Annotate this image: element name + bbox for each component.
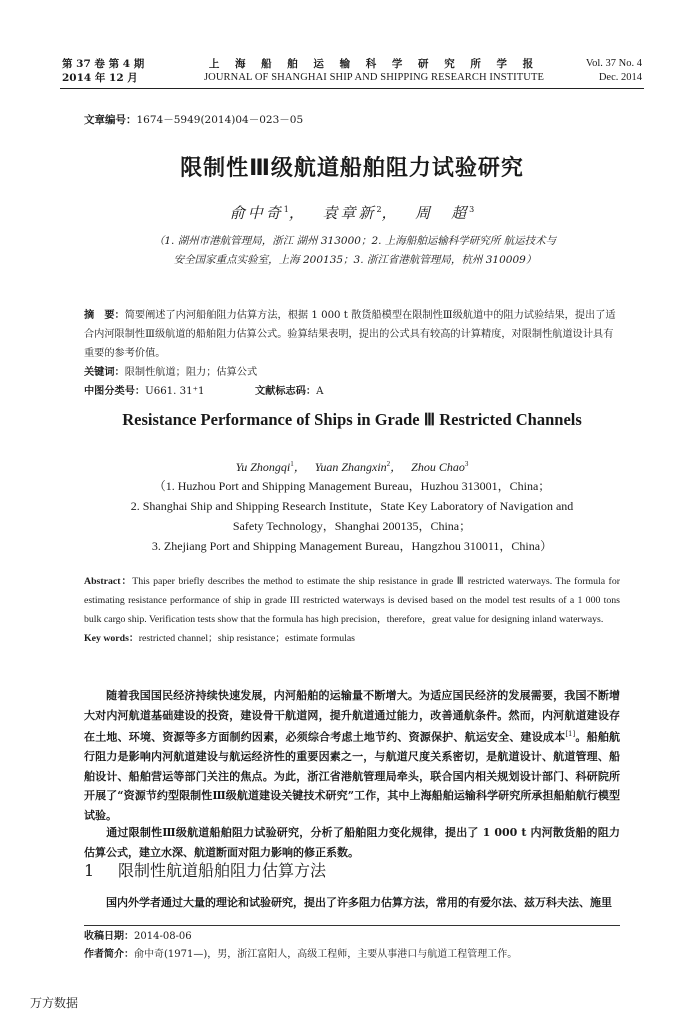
- keywords-en: [84, 629, 620, 648]
- author-name-en: Zhou Chao: [411, 460, 465, 474]
- keywords-en-text: restricted channel；ship resistance；estimate formulas: [138, 633, 355, 644]
- footnote-author-bio: [84, 947, 620, 963]
- keywords-en-label: Key words：: [84, 633, 139, 644]
- footnote-received: [84, 929, 620, 945]
- affiliation-line-cn: 安全国家重点实验室，上海 200135；3. 浙江省港航管理局，杭州 310009）: [173, 254, 537, 266]
- author-affil-mark: 3: [469, 205, 475, 214]
- doc-code-label: 文献标志码：: [254, 385, 317, 397]
- author-affil-mark: 3: [464, 460, 469, 468]
- article-number-label: 文章编号：: [84, 114, 137, 126]
- keywords-cn-label: 关键词：: [84, 366, 125, 378]
- affiliation-line-en: Safety Technology，Shanghai 200135，China；: [232, 519, 472, 533]
- section-number: 1: [84, 861, 95, 880]
- body-paragraph-1: [84, 686, 620, 825]
- article-number-value: 1674－5949(2014)04－023－05: [136, 114, 304, 126]
- affiliation-line-en: （1. Huzhou Port and Shipping Management Bureau，Huzhou 313001，China；: [153, 479, 551, 493]
- abstract-en-paragraph: [84, 572, 620, 629]
- header-volume-cn: [62, 57, 144, 85]
- section-title: 限制性航道船舶阻力估算方法: [118, 861, 327, 880]
- body-text: 国内外学者通过大量的理论和试验研究，提出了许多阻力估算方法，常用的有爱尔法、兹万科夫法、施里: [106, 896, 612, 909]
- author-affil-mark: 2: [386, 460, 391, 468]
- received-label: 收稿日期：: [84, 931, 134, 942]
- keywords-cn-text: 限制性航道；阻力；估算公式: [124, 367, 258, 378]
- author-separator: ，: [288, 204, 307, 222]
- author-name: 袁章新: [322, 204, 377, 222]
- author-affil-mark: 1: [290, 460, 294, 468]
- author-separator: ，: [390, 460, 403, 474]
- body-text: 。船舶航行阻力是影响内河航道建设与航运经济性的重要因素之一，与航道尺度关系密切，是航道设计、航道管理、船舶设计、船舶营运等部门关注的焦点。为此，浙江省港航管理局牵头，联合国内相关规划设计部门、科研院所开展了“资源节约型限制性Ⅲ级航道建设关键技术研究”工作，其中上海船舶运输科学研究所承担船舶航行模型试验。: [84, 730, 621, 822]
- abstract-en-label: Abstract：: [84, 576, 133, 587]
- header-volume-issue: 第 37 卷 第 4 期: [62, 58, 145, 70]
- journal-name-cn: 上 海 船 舶 运 输 科 学 研 究 所 学 报: [208, 58, 540, 70]
- received-date: 2014-08-06: [134, 931, 192, 942]
- paper-title-en: Resistance Performance of Ships in Grade Ⅲ Restricted Channels: [122, 410, 582, 429]
- author-list-cn: [60, 202, 644, 223]
- footnote-rule: [84, 925, 620, 926]
- affiliation-line-en: 3. Zhejiang Port and Shipping Management Bureau，Hangzhou 310011，China）: [151, 539, 553, 553]
- author-list-en: [60, 458, 644, 475]
- keywords-cn: [84, 363, 620, 382]
- author-affil-mark: 1: [283, 205, 289, 214]
- abstract-cn: [84, 306, 620, 401]
- abstract-cn-paragraph: [84, 306, 620, 363]
- header-journal: [182, 57, 566, 85]
- body-paragraph-3: [84, 893, 620, 913]
- author-name: 俞中奇: [229, 204, 284, 222]
- header-date-en: Dec. 2014: [598, 72, 642, 83]
- body-text: 随着我国国民经济持续快速发展，内河船舶的运输量不断增大。为适应国民经济的发展需要，我国不断增大对内河航道基础建设的投资，建设骨干航道网，提升航道通过能力，改善通航条件。然而，内河航道建设存在土地、环境、资源等多方面制约因素，必须综合考虑土地节约、资源保护、航运安全、建设成本: [84, 689, 620, 744]
- source-watermark: 万方数据: [30, 996, 79, 1010]
- journal-name-en: JOURNAL OF SHANGHAI SHIP AND SHIPPING RESEARCH INSTITUTE: [204, 72, 544, 83]
- abstract-cn-label: 摘 要：: [84, 309, 125, 321]
- section-heading: [84, 858, 326, 881]
- author-separator: ，: [293, 460, 306, 474]
- header-volume-issue-en: Vol. 37 No. 4: [585, 58, 642, 69]
- affiliation-line-en: 2. Shanghai Ship and Shipping Research Institute，State Key Laboratory of Navigation and: [130, 499, 574, 513]
- author-separator: ，: [381, 204, 400, 222]
- clc-label: 中图分类号：: [84, 385, 146, 397]
- abstract-cn-text: 简要阐述了内河船舶阻力估算方法，根据 1 000 t 散货船模型在限制性Ⅲ级航道中的阻力试验结果，提出了适合内河限制性Ⅲ级航道的船舶阻力估算公式。验算结果表明，提出的公式具有较高的计算精度，对限制性航道设计具有重要的参考价值。: [84, 310, 616, 359]
- header-date-cn: 2014 年 12 月: [62, 72, 138, 84]
- author-bio-label: 作者简介：: [84, 949, 134, 960]
- author-bio-text: 俞中奇(1971—)，男，浙江富阳人，高级工程师，主要从事港口与航道工程管理工作。: [134, 949, 518, 960]
- author-affil-mark: 2: [376, 205, 382, 214]
- author-name: 周 超: [415, 204, 470, 222]
- abstract-en: [84, 572, 620, 648]
- abstract-en-text: This paper briefly describes the method to estimate the ship resistance in grade Ⅲ restricted waterways. The formula for estimating resistance performance of ship in grade III restricted waterways is devised based on the model test results of a 1 000 tons bulk cargo ship. Verification tests show that the formula has high precision，therefore，great value for designing inland waterways.: [84, 576, 620, 625]
- header-rule: [60, 88, 644, 89]
- article-number: [84, 112, 303, 127]
- doc-code-value: A: [316, 386, 324, 397]
- paper-title-cn: 限制性Ⅲ级航道船舶阻力试验研究: [180, 156, 524, 181]
- author-name-en: Yuan Zhangxin: [314, 460, 387, 474]
- citation-ref: [1]: [565, 730, 576, 738]
- body-paragraph-2: [84, 823, 620, 862]
- body-text: 通过限制性Ⅲ级航道船舶阻力试验研究，分析了船舶阻力变化规律，提出了 1 000 t 内河散货船的阻力估算公式，建立水深、航道断面对阻力影响的修正系数。: [84, 826, 620, 859]
- author-name-en: Yu Zhongqi: [235, 460, 291, 474]
- affiliation-line-cn: （1. 湖州市港航管理局，浙江 湖州 313000；2. 上海船舶运输科学研究所 航运技术与: [153, 235, 557, 247]
- header-volume-en: [574, 57, 642, 85]
- classification-line: [84, 382, 620, 401]
- clc-value: U661. 31⁺1: [145, 386, 205, 397]
